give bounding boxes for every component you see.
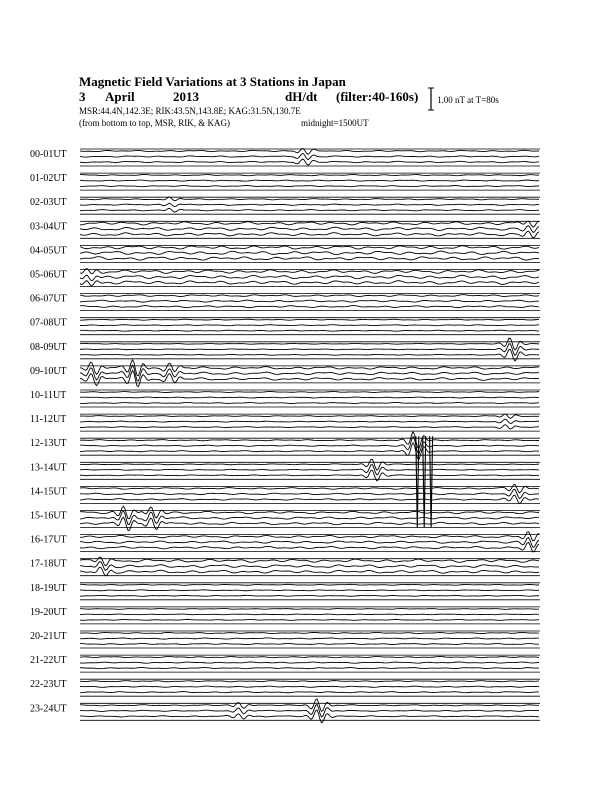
hour-label: 23-24UT bbox=[30, 703, 67, 715]
hour-label: 07-08UT bbox=[30, 317, 67, 329]
hour-row-16-17ut bbox=[30, 532, 540, 552]
rik-trace bbox=[80, 397, 539, 398]
date-month: April bbox=[105, 89, 135, 104]
rik-trace bbox=[80, 275, 539, 281]
rik-trace bbox=[80, 344, 539, 356]
hour-row-21-22ut bbox=[30, 655, 540, 672]
rik-trace bbox=[80, 419, 539, 423]
hour-row-00-01ut bbox=[30, 149, 540, 166]
kag-trace bbox=[80, 484, 539, 492]
hour-label: 08-09UT bbox=[30, 341, 67, 353]
hour-label: 11-12UT bbox=[30, 414, 67, 426]
hour-label: 21-22UT bbox=[30, 655, 67, 667]
msr-trace bbox=[80, 186, 539, 187]
hour-row-02-03ut bbox=[30, 197, 540, 214]
rik-trace bbox=[80, 226, 539, 233]
stations-label: MSR:44.4N,142.3E; RIK:43.5N,143.8E; KAG:31.5N,130.7E bbox=[79, 106, 301, 116]
midnight-note: midnight=1500UT bbox=[301, 118, 369, 128]
rik-trace bbox=[80, 511, 539, 525]
chart-title: Magnetic Field Variations at 3 Stations in Japan bbox=[79, 74, 346, 89]
hour-row-15-16ut bbox=[30, 506, 540, 530]
hour-row-10-11ut bbox=[30, 390, 540, 407]
hour-row-20-21ut bbox=[30, 631, 540, 648]
hour-row-04-05ut bbox=[30, 245, 540, 262]
hour-label: 01-02UT bbox=[30, 173, 67, 185]
msr-trace bbox=[80, 567, 539, 576]
msr-trace bbox=[80, 517, 539, 530]
kag-trace bbox=[80, 632, 539, 633]
hour-row-07-08ut bbox=[30, 318, 540, 335]
hour-label: 22-23UT bbox=[30, 679, 67, 691]
hour-row-22-23ut bbox=[30, 679, 540, 696]
hour-row-13-14ut bbox=[30, 459, 540, 481]
hour-label: 13-14UT bbox=[30, 462, 67, 474]
big-spikes bbox=[416, 436, 433, 527]
kag-trace bbox=[80, 699, 539, 712]
kag-trace bbox=[80, 197, 539, 201]
hour-row-08-09ut bbox=[30, 338, 540, 361]
hour-row-01-02ut bbox=[30, 173, 540, 190]
kag-trace bbox=[80, 506, 539, 519]
hour-row-14-15ut bbox=[30, 484, 540, 503]
rik-trace bbox=[80, 180, 539, 181]
hour-rows bbox=[30, 149, 540, 723]
event-spike-2 bbox=[430, 436, 433, 527]
hour-label: 14-15UT bbox=[30, 486, 67, 498]
hour-label: 06-07UT bbox=[30, 293, 67, 305]
msr-trace bbox=[80, 692, 539, 693]
rik-trace bbox=[80, 465, 539, 475]
rik-trace bbox=[80, 590, 539, 591]
kag-trace bbox=[80, 319, 539, 320]
hour-label: 20-21UT bbox=[30, 631, 67, 642]
hour-row-03-04ut bbox=[30, 221, 540, 238]
rik-trace bbox=[80, 638, 539, 639]
kag-trace bbox=[80, 174, 539, 175]
msr-trace bbox=[80, 208, 539, 212]
hour-row-12-13ut bbox=[30, 432, 540, 460]
hour-row-06-07ut bbox=[30, 294, 540, 311]
rik-trace bbox=[80, 562, 539, 571]
kag-trace bbox=[80, 584, 539, 585]
msr-trace bbox=[80, 595, 539, 596]
hour-row-18-19ut bbox=[30, 583, 540, 600]
msr-trace bbox=[80, 330, 539, 331]
rik-trace bbox=[80, 154, 539, 160]
kag-trace bbox=[80, 459, 539, 470]
rik-trace bbox=[80, 537, 539, 547]
hour-label: 00-01UT bbox=[30, 149, 67, 160]
rik-trace bbox=[80, 704, 539, 717]
scale-label: 1.00 nT at T=80s bbox=[437, 95, 499, 105]
hour-label: 04-05UT bbox=[30, 245, 67, 257]
msr-trace bbox=[80, 542, 539, 552]
rik-trace bbox=[80, 325, 539, 326]
filter-label: (filter:40-160s) bbox=[336, 89, 419, 104]
quantity-label: dH/dt bbox=[285, 89, 318, 104]
hour-label: 02-03UT bbox=[30, 197, 67, 209]
hour-label: 18-19UT bbox=[30, 582, 67, 594]
msr-trace bbox=[80, 710, 539, 723]
order-note: (from bottom to top, MSR, RIK, & KAG) bbox=[79, 118, 231, 128]
msr-trace bbox=[80, 620, 539, 621]
kag-trace bbox=[80, 338, 539, 350]
rik-trace bbox=[80, 489, 539, 498]
msr-trace bbox=[80, 257, 539, 260]
msr-trace bbox=[80, 667, 539, 668]
hour-label: 16-17UT bbox=[30, 534, 67, 546]
kag-trace bbox=[80, 149, 539, 155]
rik-trace bbox=[80, 614, 539, 615]
kag-trace bbox=[80, 221, 539, 227]
kag-trace bbox=[80, 532, 539, 541]
date-year: 2013 bbox=[173, 89, 199, 104]
kag-trace bbox=[80, 392, 539, 393]
msr-trace bbox=[80, 281, 539, 286]
kag-trace bbox=[80, 656, 539, 657]
kag-trace bbox=[80, 609, 539, 610]
hour-row-17-18ut bbox=[30, 557, 540, 576]
msr-trace bbox=[80, 159, 539, 165]
msr-trace bbox=[80, 425, 539, 429]
kag-trace bbox=[80, 246, 539, 249]
chart-header bbox=[79, 74, 499, 128]
rik-trace bbox=[80, 686, 539, 687]
hour-label: 03-04UT bbox=[30, 221, 67, 233]
kag-trace bbox=[80, 414, 539, 418]
kag-trace bbox=[80, 295, 539, 297]
event-spike-1 bbox=[423, 436, 426, 527]
rik-trace bbox=[80, 662, 539, 663]
hour-label: 17-18UT bbox=[30, 558, 67, 570]
msr-trace bbox=[80, 403, 539, 404]
hour-label: 19-20UT bbox=[30, 606, 67, 618]
hour-label: 15-16UT bbox=[30, 510, 67, 522]
msr-trace bbox=[80, 643, 539, 644]
kag-trace bbox=[80, 681, 539, 682]
msr-trace bbox=[80, 495, 539, 503]
hour-row-23-24ut bbox=[30, 699, 540, 723]
hour-row-11-12ut bbox=[30, 414, 540, 431]
hour-label: 12-13UT bbox=[30, 438, 67, 450]
rik-trace bbox=[80, 300, 539, 302]
msr-trace bbox=[80, 306, 539, 308]
hour-row-05-06ut bbox=[30, 269, 540, 287]
hour-row-09-10ut bbox=[30, 360, 540, 387]
hour-label: 05-06UT bbox=[30, 269, 67, 281]
rik-trace bbox=[80, 251, 539, 255]
date-day: 3 bbox=[79, 89, 86, 104]
msr-trace bbox=[80, 231, 539, 238]
rik-trace bbox=[80, 203, 539, 206]
hour-row-19-20ut bbox=[30, 607, 540, 624]
hour-label: 09-10UT bbox=[30, 365, 67, 377]
hour-label: 10-11UT bbox=[30, 390, 67, 401]
